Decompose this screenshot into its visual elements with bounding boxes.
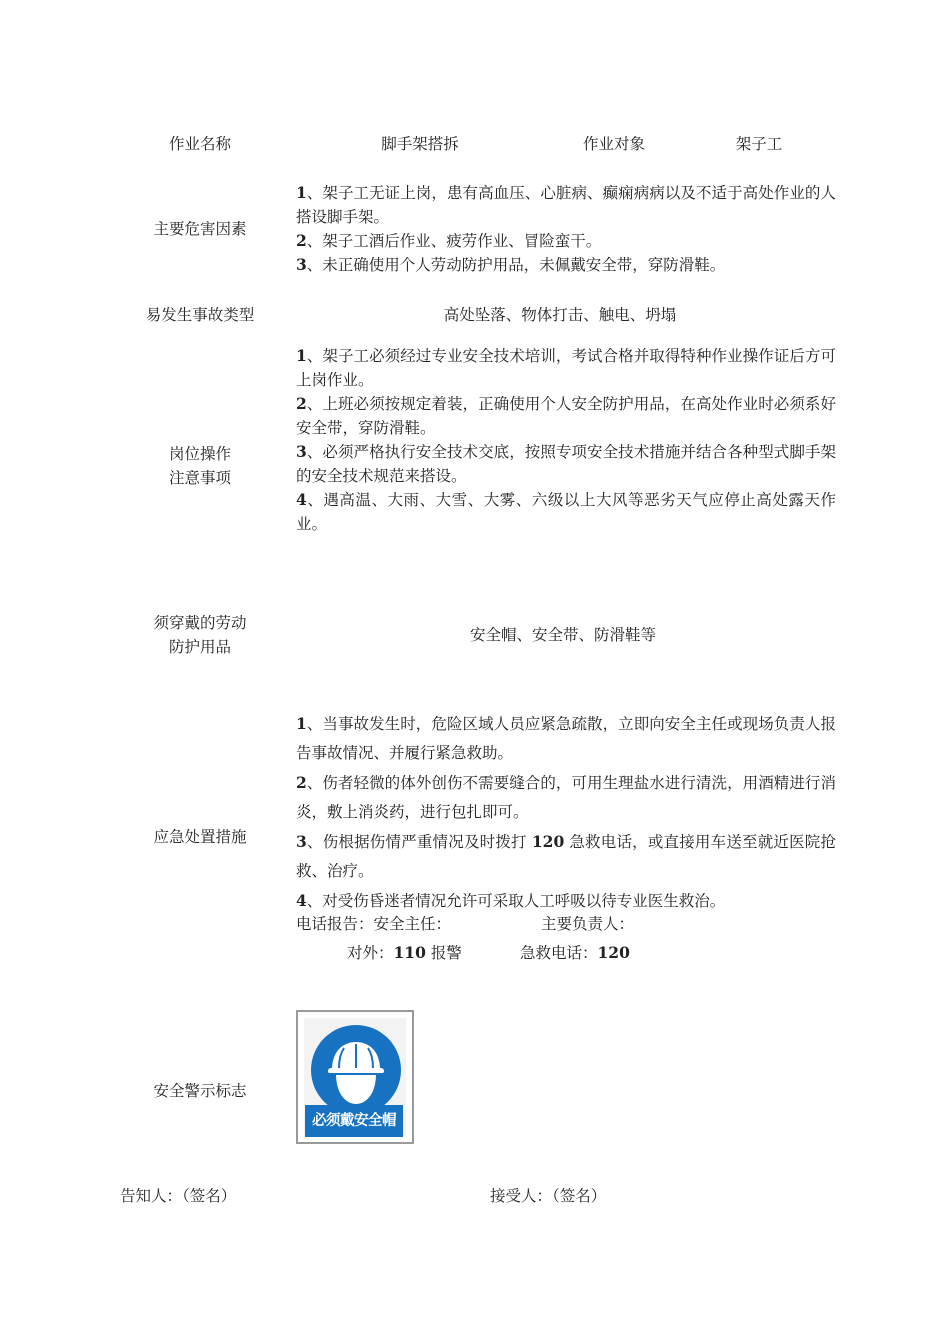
operation-item: 3、必须严格执行安全技术交底，按照专项安全技术措施并结合各种型式脚手架的安全技术规范来搭设。 [296, 442, 836, 485]
work-target-label: 作业对象 [582, 135, 645, 153]
hazard-item: 1、架子工无证上岗，患有高血压、心脏病、癫痫病病以及不适于高处作业的人搭设脚手架。 [296, 183, 836, 226]
main-person-label: 主要负责人： [541, 915, 635, 933]
operation-item: 1、架子工必须经过专业安全技术培训，考试合格并取得特种作业操作证后方可上岗作业。 [296, 346, 836, 389]
work-name-value: 脚手架搭拆 [381, 135, 459, 153]
emergency-item: 1、当事故发生时，危险区域人员应紧急疏散，立即向安全主任或现场负责人报告事故情况、并履行紧急救助。 [296, 714, 836, 762]
operation-notes-list [296, 344, 836, 536]
hazards-label: 主要危害因素 [153, 220, 247, 238]
work-name-label: 作业名称 [168, 135, 231, 153]
ppe-value: 安全帽、安全带、防滑鞋等 [469, 626, 656, 644]
hazard-item: 2、架子工酒后作业、疲劳作业、冒险蛮干。 [296, 231, 602, 250]
emergency-item: 2、伤者轻微的体外创伤不需要缝合的，可用生理盐水进行清洗，用酒精进行消炎，敷上消炎药，进行包扎即可。 [296, 773, 836, 821]
operation-notes-label: 岗位操作 注意事项 [168, 445, 231, 487]
emergency-label: 应急处置措施 [153, 828, 247, 846]
hazard-item: 3、未正确使用个人劳动防护用品，未佩戴安全带，穿防滑鞋。 [296, 255, 726, 274]
ppe-label: 须穿戴的劳动 防护用品 [153, 614, 247, 656]
accident-types-value: 高处坠落、物体打击、触电、坍塌 [443, 306, 677, 324]
first-aid-phone: 急救电话：120 [520, 943, 630, 962]
emergency-item: 3、伤根据伤情严重情况及时拨打 120 急救电话，或直接用车送至就近医院抢救、治疗。 [296, 832, 836, 880]
work-target-value: 架子工 [735, 135, 783, 153]
safety-sign-label: 安全警示标志 [153, 1082, 247, 1100]
accident-types-label: 易发生事故类型 [145, 306, 255, 324]
phone-report-label: 电话报告：安全主任： [296, 915, 452, 933]
receiver-signature: 接受人：（签名） [490, 1187, 607, 1205]
emergency-list [296, 709, 836, 916]
hazards-list [296, 181, 836, 277]
notifier-signature: 告知人：（签名） [120, 1187, 237, 1205]
safety-sign-text: 必须戴安全帽 [305, 1105, 403, 1137]
emergency-item: 4、对受伤昏迷者情况允许可采取人工呼吸以待专业医生救治。 [296, 891, 726, 910]
helmet-icon [310, 1024, 402, 1116]
operation-item: 4、遇高温、大雨、大雪、大雾、六级以上大风等恶劣天气应停止高处露天作业。 [296, 490, 836, 533]
external-phone: 对外：110 报警 [347, 943, 462, 962]
operation-item: 2、上班必须按规定着装，正确使用个人安全防护用品，在高处作业时必须系好安全带，穿防滑鞋。 [296, 394, 836, 437]
